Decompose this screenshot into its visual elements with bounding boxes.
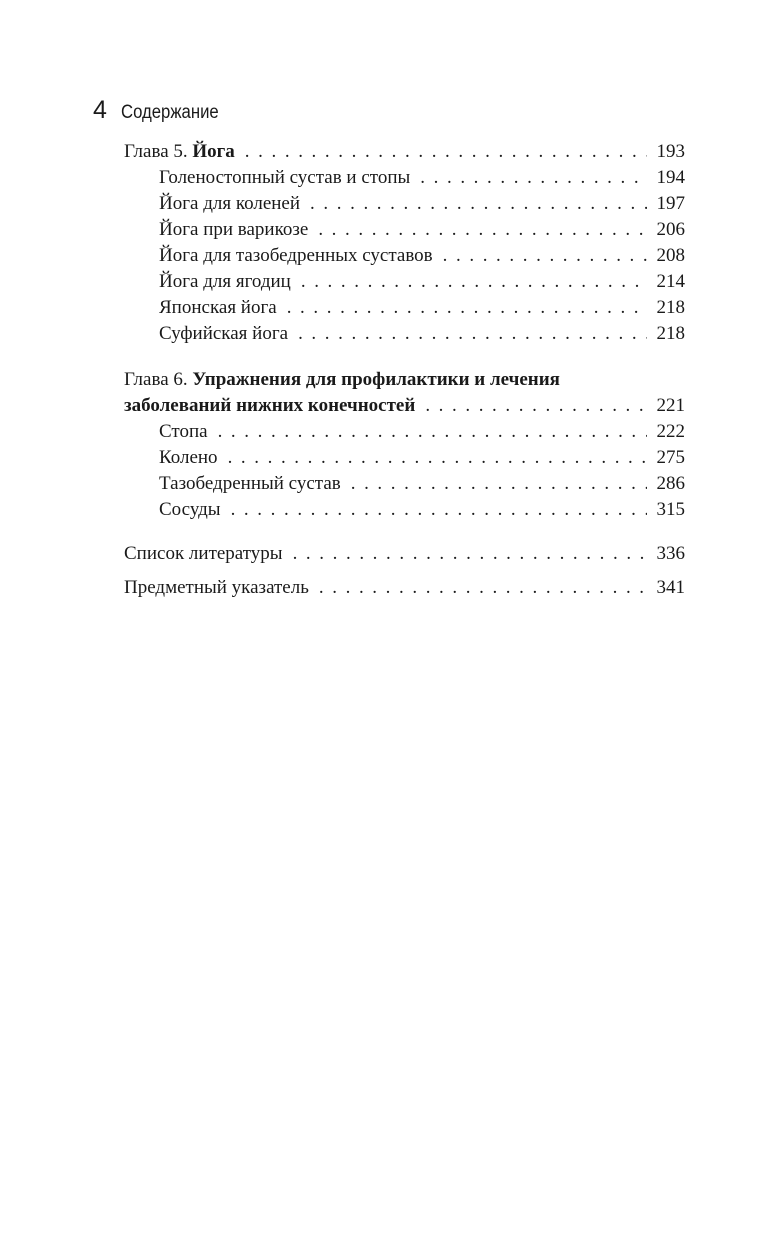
toc-subject-index (124, 575, 685, 601)
dot-leader (351, 471, 647, 497)
page-ref: 194 (656, 167, 685, 188)
dot-leader (293, 541, 647, 567)
toc-entry (124, 471, 685, 497)
toc-entry (124, 243, 685, 269)
chapter-name: Йога (192, 141, 235, 162)
chapter-title (124, 139, 235, 165)
page-ref: 218 (656, 297, 685, 318)
page-ref: 222 (656, 421, 685, 442)
page-ref: 193 (656, 141, 685, 162)
dot-leader (319, 575, 647, 601)
chapter-name-line-2: заболеваний нижних конечностей (124, 395, 416, 416)
page-ref: 197 (656, 193, 685, 214)
page-ref: 221 (656, 395, 685, 416)
chapter-name-line-1: Упражнения для профилактики и лечения (192, 369, 560, 390)
table-of-contents (124, 139, 685, 601)
page-ref: 341 (656, 577, 685, 598)
toc-chapter-6-continued (124, 393, 685, 419)
page-ref: 286 (656, 473, 685, 494)
entry-title: Предметный указатель (124, 577, 309, 598)
chapter-prefix: Глава 5. (124, 141, 188, 162)
dot-leader (245, 139, 647, 165)
dot-leader (228, 445, 647, 471)
page-header (93, 96, 232, 125)
dot-leader (298, 321, 647, 347)
toc-entry (124, 165, 685, 191)
dot-leader (425, 393, 647, 419)
entry-title: Сосуды (159, 499, 221, 520)
toc-bibliography (124, 541, 685, 567)
page-ref: 208 (656, 245, 685, 266)
dot-leader (301, 269, 647, 295)
entry-title: Йога для ягодиц (159, 271, 291, 292)
spacer (124, 523, 685, 541)
entry-title: Колено (159, 447, 218, 468)
entry-title: Йога при варикозе (159, 219, 309, 240)
toc-chapter-5 (124, 139, 685, 165)
page-ref: 336 (656, 543, 685, 564)
page-number: 4 (93, 96, 107, 124)
dot-leader (287, 295, 647, 321)
toc-entry (124, 321, 685, 347)
page-ref: 218 (656, 323, 685, 344)
spacer (124, 567, 685, 575)
entry-title: Йога для тазобедренных суставов (159, 245, 433, 266)
dot-leader (420, 165, 647, 191)
toc-entry (124, 269, 685, 295)
entry-title: Голеностопный сустав и стопы (159, 167, 411, 188)
page-ref: 214 (656, 271, 685, 292)
page-ref: 206 (656, 219, 685, 240)
spacer (124, 347, 685, 367)
entry-title: Стопа (159, 421, 208, 442)
chapter-title (124, 393, 415, 419)
toc-entry (124, 191, 685, 217)
toc-entry (124, 497, 685, 523)
page-ref: 315 (656, 499, 685, 520)
dot-leader (318, 217, 647, 243)
running-title: Содержание (120, 102, 219, 123)
entry-title: Японская йога (159, 297, 277, 318)
page-ref: 275 (656, 447, 685, 468)
entry-title: Йога для коленей (159, 193, 301, 214)
toc-chapter-6 (124, 367, 685, 393)
entry-title: Список литературы (124, 543, 283, 564)
chapter-prefix: Глава 6. (124, 369, 188, 390)
entry-title: Суфийская йога (159, 323, 289, 344)
entry-title: Тазобедренный сустав (159, 473, 341, 494)
toc-entry (124, 217, 685, 243)
dot-leader (443, 243, 647, 269)
toc-entry (124, 295, 685, 321)
dot-leader (310, 191, 647, 217)
toc-entry (124, 419, 685, 445)
dot-leader (218, 419, 647, 445)
dot-leader (231, 497, 647, 523)
toc-entry (124, 445, 685, 471)
